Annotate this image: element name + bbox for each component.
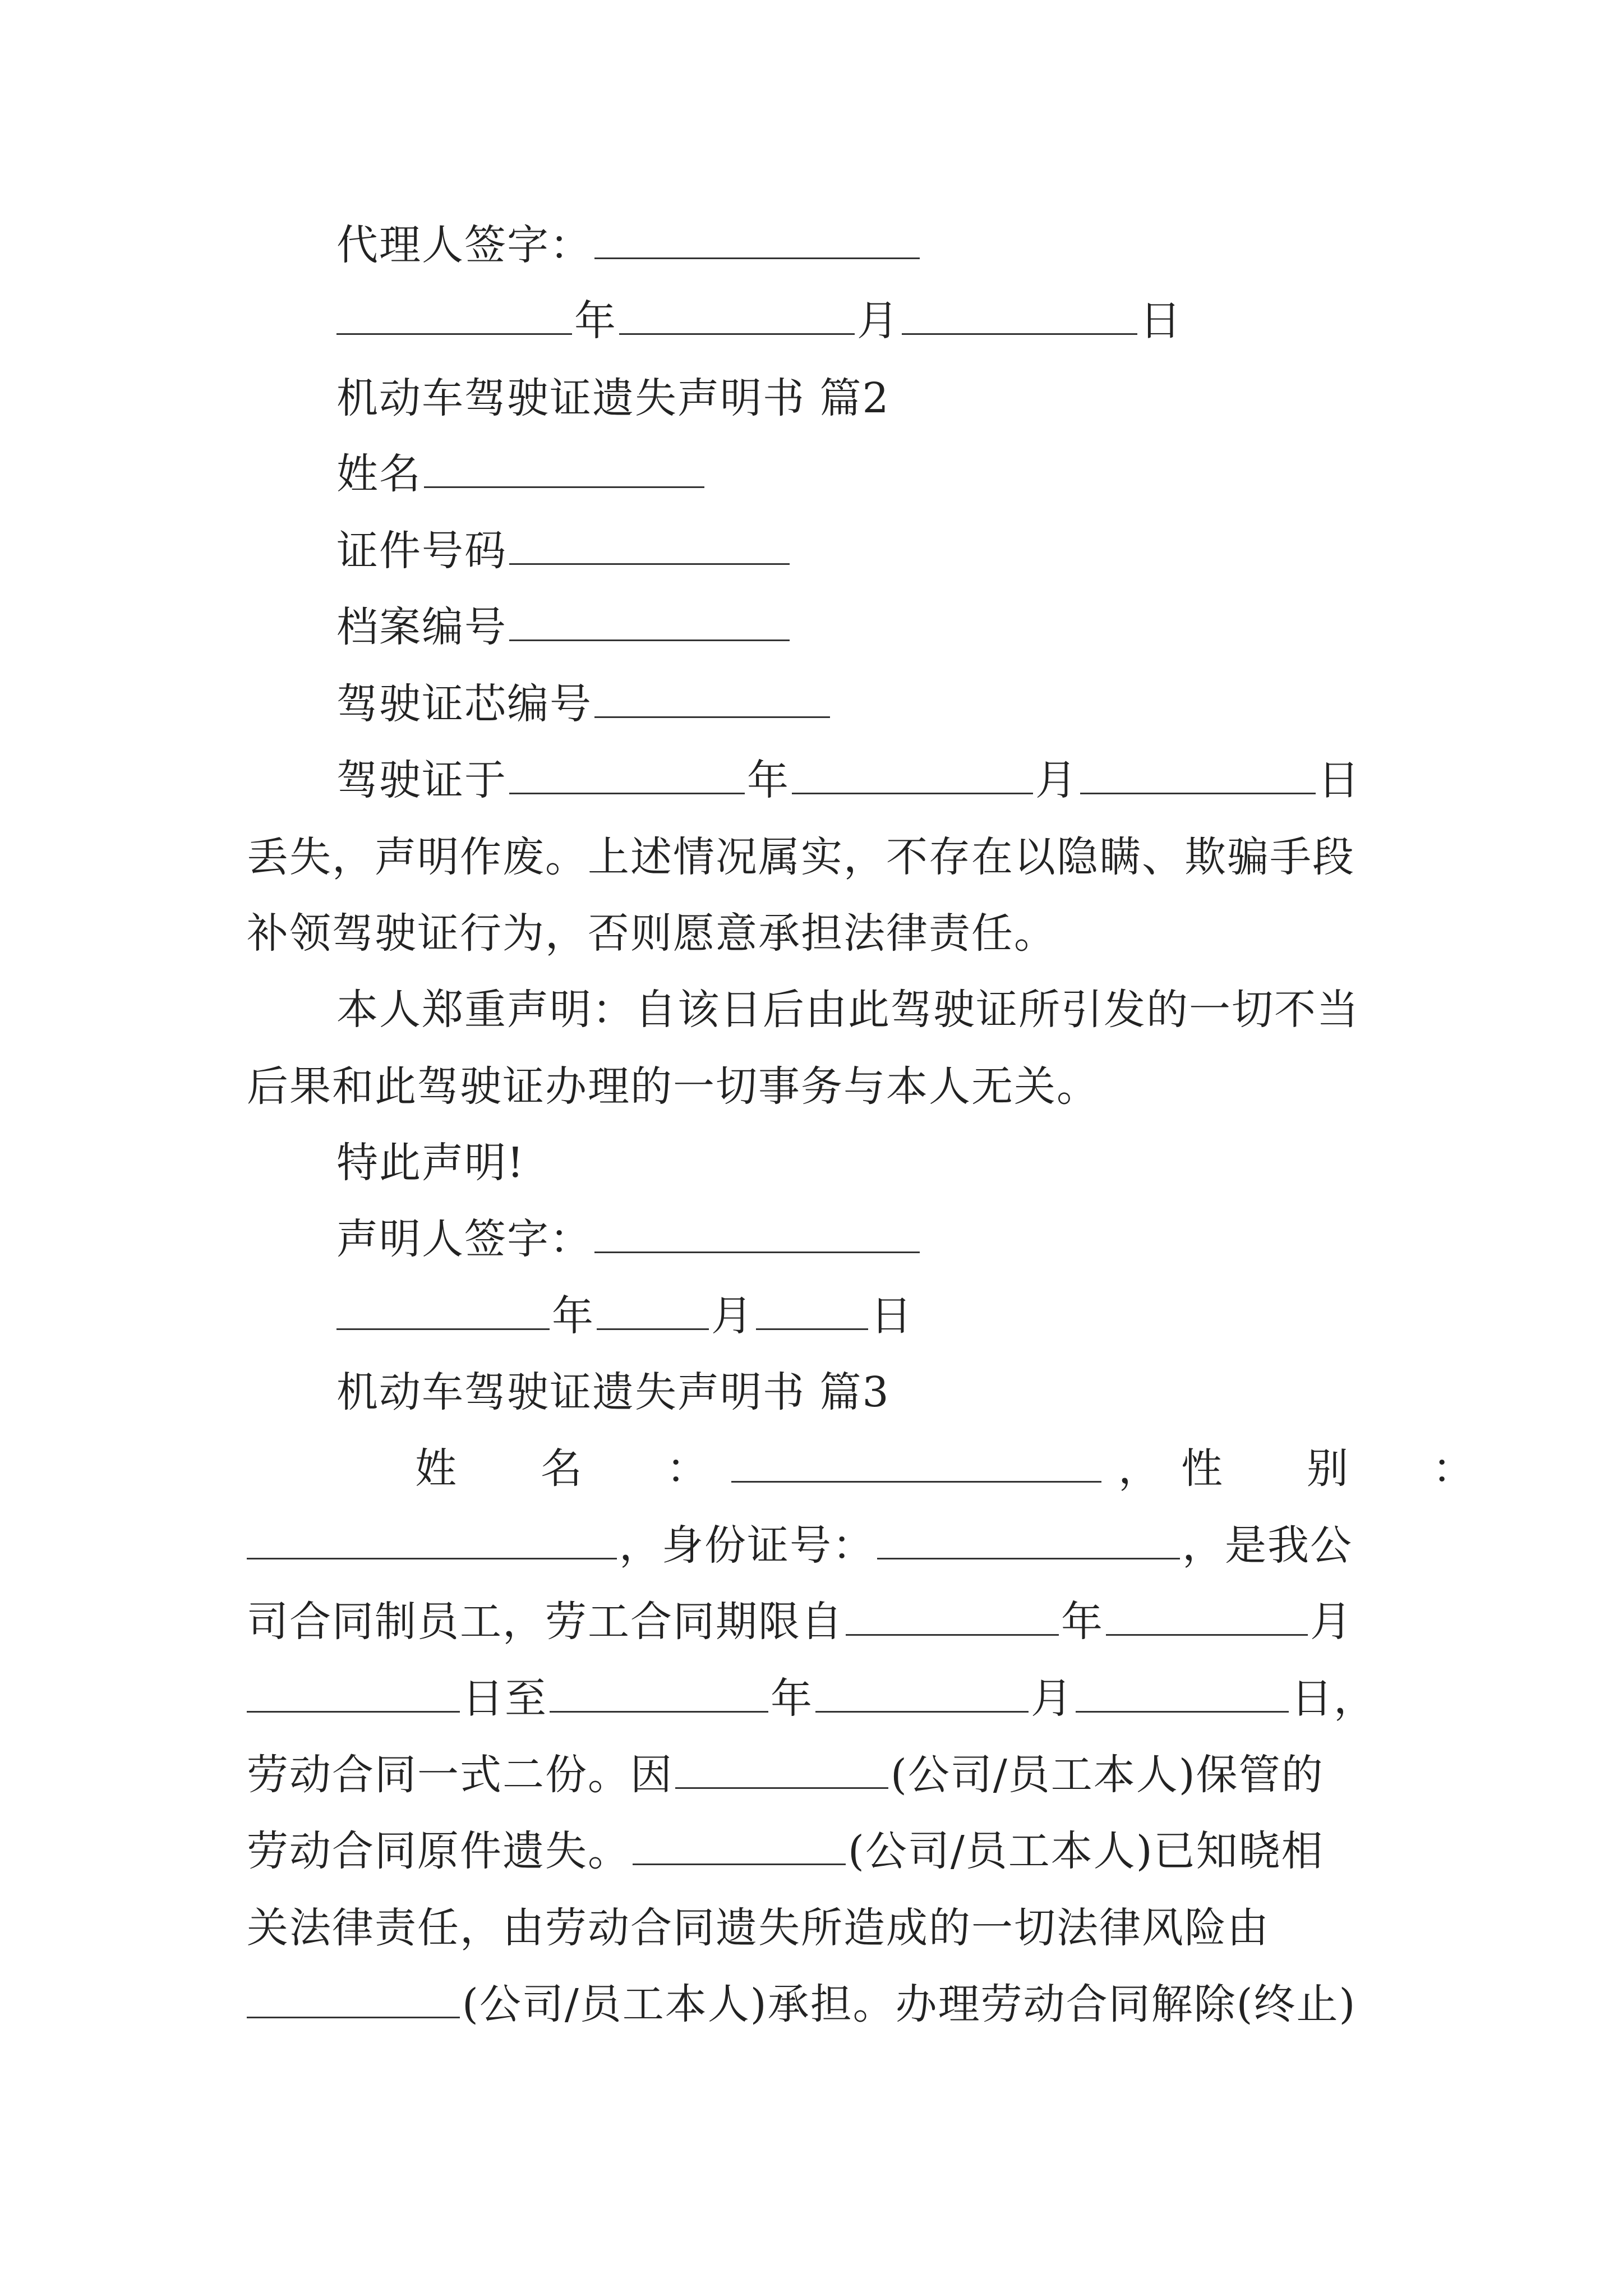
employee-name-label: 姓 名 ： [415,1444,729,1493]
id-label: ，身份证号： [619,1521,875,1570]
id-number-blank[interactable] [509,528,790,565]
sign-year-blank[interactable] [336,1294,550,1330]
section3-heading: 机动车驾驶证遗失声明书 篇3 [336,1368,890,1416]
risk-party-blank[interactable] [247,1982,460,2018]
agent-signature-blank[interactable] [594,223,920,259]
hereby-declare: 特此声明! [336,1139,525,1187]
employee-name-blank[interactable] [731,1446,1101,1483]
lost-year-label: 年 [747,756,790,804]
custody-text: (公司/员工本人)保管的 [891,1751,1324,1799]
license-chip-blank[interactable] [594,682,830,718]
agent-signature-line [336,217,922,273]
employee-text: ，是我公 [1182,1521,1353,1570]
name-comma: ， [1118,1444,1181,1493]
section2-heading: 机动车驾驶证遗失声明书 篇2 [336,374,890,422]
contract-start-day-blank[interactable] [247,1676,460,1713]
employee-name-line [415,1441,1495,1497]
lost-month-label: 月 [1035,756,1078,804]
day-end-label: 日， [1291,1674,1376,1723]
lost-text-line-2: 丢失，声明作废。上述情况属实，不存在以隐瞒、欺骗手段 [247,833,1355,881]
date-line-1 [336,293,1182,349]
custody-party-blank[interactable] [675,1752,888,1789]
lost-original-text: 劳动合同原件遗失。 [247,1827,630,1875]
copies-text: 劳动合同一式二份。因 [247,1751,673,1799]
contract-start-year-label: 年 [1061,1598,1104,1646]
solemn-line-2: 后果和此驾驶证办理的一切事务与本人无关。 [247,1062,1099,1111]
license-chip-line [336,676,832,732]
name-field-line [336,446,707,502]
bear-text: (公司/员工本人)承担。办理劳动合同解除(终止) [462,1980,1357,2028]
sign-month-label: 月 [711,1292,754,1340]
sign-year-label: 年 [552,1292,594,1340]
aware-party-blank[interactable] [633,1829,846,1865]
id-number-label: 证件号码 [336,527,507,575]
file-number-line [336,599,792,655]
year-label: 年 [574,297,617,345]
agent-signature-label: 代理人签字： [336,221,592,269]
name-label: 姓名 [336,450,422,498]
contract-end-month-label: 月 [1031,1674,1073,1723]
year-blank[interactable] [336,298,572,335]
sign-month-blank[interactable] [597,1294,709,1330]
contract-end-line [247,1671,1376,1727]
day-to-label: 日至 [462,1674,547,1723]
sign-day-blank[interactable] [756,1294,868,1330]
date-line-2 [336,1288,913,1344]
contract-start-year-blank[interactable] [846,1599,1059,1636]
month-blank[interactable] [619,298,855,335]
lost-date-line [336,752,1361,808]
day-label: 日 [1140,297,1182,345]
lost-year-blank[interactable] [509,758,745,794]
contract-text: 司合同制员工，劳工合同期限自 [247,1598,843,1646]
lost-day-blank[interactable] [1080,758,1316,794]
contract-start-month-blank[interactable] [1106,1599,1308,1636]
contract-start-month-label: 月 [1310,1598,1353,1646]
contract-end-year-label: 年 [771,1674,813,1723]
lost-original-line [247,1823,1324,1879]
day-blank[interactable] [902,298,1137,335]
lost-month-blank[interactable] [792,758,1033,794]
contract-end-month-blank[interactable] [815,1676,1029,1713]
declarant-signature-blank[interactable] [594,1217,920,1253]
employee-id-blank[interactable] [877,1523,1180,1559]
file-number-label: 档案编号 [336,603,507,651]
contract-end-year-blank[interactable] [550,1676,768,1713]
lost-prefix: 驾驶证于 [336,756,507,804]
lost-day-label: 日 [1318,756,1361,804]
declarant-signature-line [336,1211,922,1267]
copies-line [247,1747,1324,1803]
license-chip-label: 驾驶证芯编号 [336,680,592,728]
gender-blank[interactable] [247,1523,617,1559]
contract-end-day-blank[interactable] [1076,1676,1289,1713]
employee-id-line [247,1517,1353,1573]
id-number-line [336,523,792,579]
contract-period-line [247,1594,1353,1650]
solemn-line-1: 本人郑重声明：自该日后由此驾驶证所引发的一切不当 [336,986,1359,1034]
gender-label: 性 别 ： [1181,1444,1495,1493]
month-label: 月 [857,297,900,345]
bear-risk-line [247,1976,1356,2032]
lost-text-line-3: 补领驾驶证行为，否则愿意承担法律责任。 [247,909,1057,958]
aware-text: (公司/员工本人)已知晓相 [848,1827,1324,1875]
liability-line: 关法律责任，由劳动合同遗失所造成的一切法律风险由 [247,1904,1270,1952]
name-blank[interactable] [424,452,704,488]
declarant-signature-label: 声明人签字： [336,1215,592,1263]
file-number-blank[interactable] [509,605,790,641]
sign-day-label: 日 [870,1292,913,1340]
